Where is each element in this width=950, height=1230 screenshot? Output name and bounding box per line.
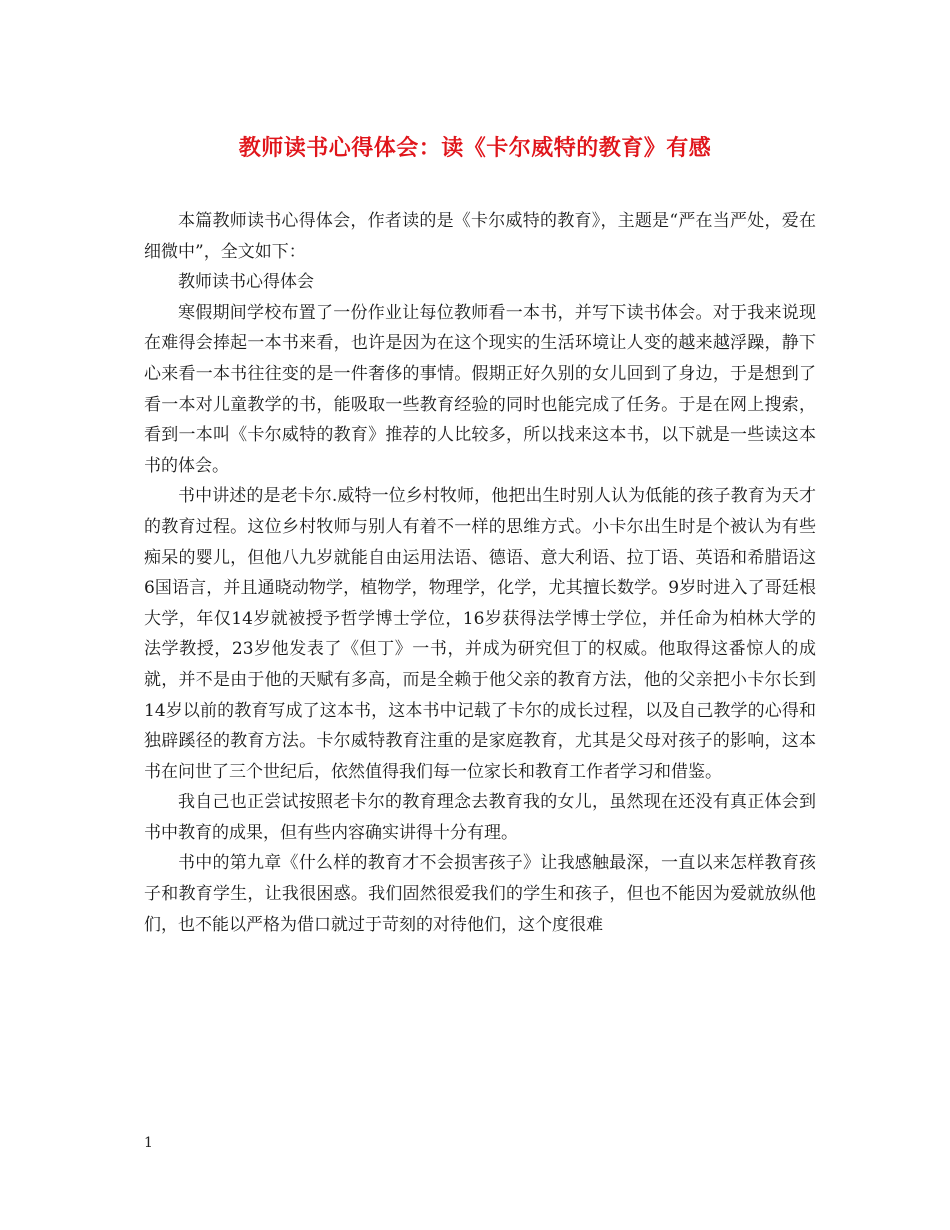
paragraph: 我自己也正尝试按照老卡尔的教育理念去教育我的女儿，虽然现在还没有真正体会到书中教育的成果，但有些内容确实讲得十分有理。	[144, 792, 816, 843]
paragraph: 书中讲述的是老卡尔.威特一位乡村牧师，他把出生时别人认为低能的孩子教育为天才的教育过程。这位乡村牧师与别人有着不一样的思维方式。小卡尔出生时是个被认为有些痴呆的婴儿，但他八九岁就能自由运用法语、德语、意大利语、拉丁语、英语和希腊语这6国语言，并且通晓动物学，植物学，物理学，化学，尤其擅长数学。9岁时进入了哥廷根大学，年仅14岁就被授予哲学博士学位，16岁获得法学博士学位，并任命为柏林大学的法学教授，23岁他发表了《但丁》一书，并成为研究但丁的权威。他取得这番惊人的成就，并不是由于他的天赋有多高，而是全赖于他父亲的教育方法，他的父亲把小卡尔长到14岁以前的教育写成了这本书，这本书中记载了卡尔的成长过程，以及自己教学的心得和独辟蹊径的教育方法。卡尔威特教育注重的是家庭教育，尤其是父母对孩子的影响，这本书在问世了三个世纪后，依然值得我们每一位家长和教育工作者学习和借鉴。	[144, 486, 816, 782]
paragraph-subtitle: 教师读书心得体会	[178, 272, 314, 293]
paragraph: 寒假期间学校布置了一份作业让每位教师看一本书，并写下读书体会。对于我来说现在难得会捧起一本书来看，也许是因为在这个现实的生活环境让人变的越来越浮躁，静下心来看一本书往往变的是一件奢侈的事情。假期正好久别的女儿回到了身边，于是想到了看一本对儿童教学的书，能吸取一些教育经验的同时也能完成了任务。于是在网上搜索，看到一本叫《卡尔威特的教育》推荐的人比较多，所以找来这本书，以下就是一些读这本书的体会。	[144, 302, 816, 476]
paragraph: 书中的第九章《什么样的教育才不会损害孩子》让我感触最深，一直以来怎样教育孩子和教育学生，让我很困惑。我们固然很爱我们的学生和孩子，但也不能因为爱就放纵他们，也不能以严格为借口就过于苛刻的对待他们，这个度很难	[144, 853, 816, 935]
paragraph-intro: 本篇教师读书心得体会，作者读的是《卡尔威特的教育》，主题是“严在当严处，爱在细微中”，全文如下：	[144, 211, 816, 262]
page-number: 1	[144, 1135, 153, 1151]
document-body	[144, 206, 816, 940]
document-title: 教师读书心得体会：读《卡尔威特的教育》有感	[238, 135, 712, 161]
